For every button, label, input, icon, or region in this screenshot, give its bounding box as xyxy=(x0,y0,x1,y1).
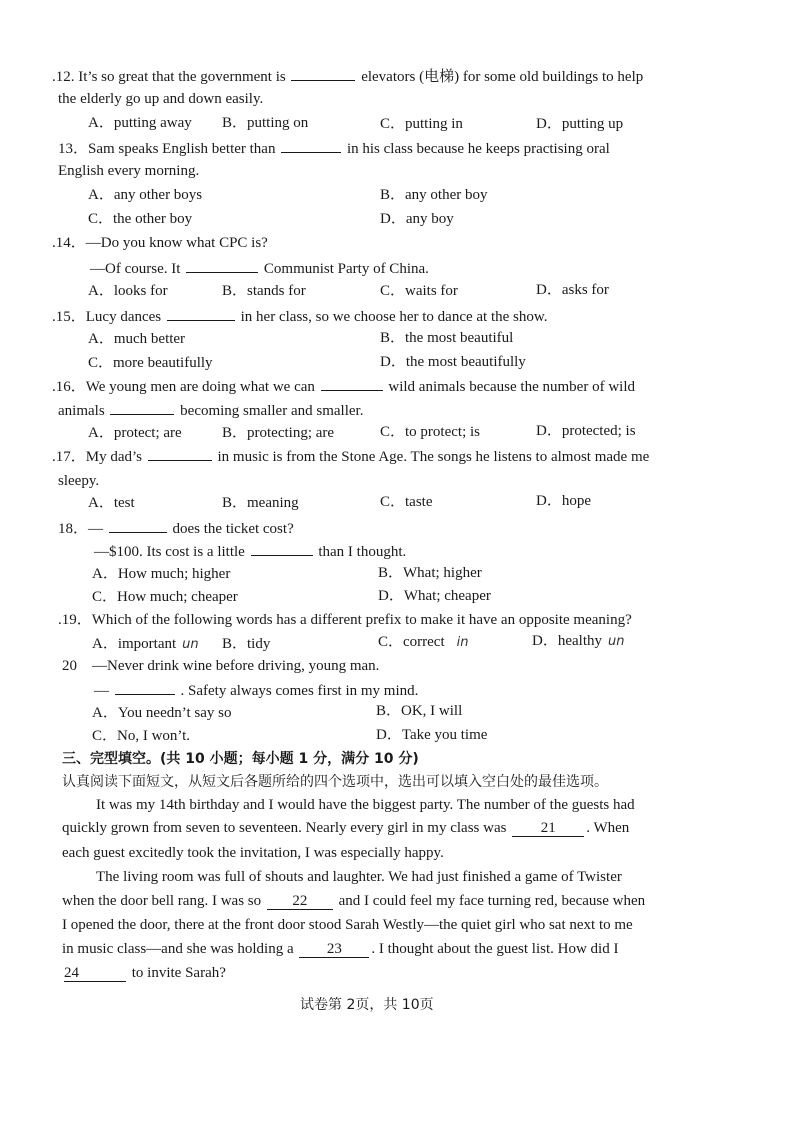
option-c: C．correct in xyxy=(378,634,469,650)
answer-blank xyxy=(148,446,212,461)
handwritten-note: in xyxy=(456,635,469,650)
option-a: A．looks for xyxy=(88,283,168,299)
option-c: C．No, I won’t. xyxy=(92,728,191,744)
section-instruction: 认真阅读下面短文，从短文后各题所给的四个选项中，选出可以填入空白处的最佳选项。 xyxy=(62,774,608,790)
option-a: A．test xyxy=(88,495,135,511)
passage-line: 24 to invite Sarah? xyxy=(64,965,226,981)
answer-blank xyxy=(167,306,235,321)
option-d: D．What; cheaper xyxy=(378,588,491,604)
option-b: B．meaning xyxy=(222,495,299,511)
option-c: C．putting in xyxy=(380,116,463,132)
passage-line: in music class—and she was holding a 23 . I thought about the guest list. How did I xyxy=(62,941,619,957)
option-b: B．stands for xyxy=(222,283,306,299)
question-text: English every morning. xyxy=(58,163,200,179)
answer-blank xyxy=(281,138,341,153)
cloze-blank-24: 24 xyxy=(64,966,126,982)
answer-blank xyxy=(186,258,258,273)
question-text: sleepy. xyxy=(58,473,100,489)
question-13: 13．Sam speaks English better than in his class because he keeps practising oral xyxy=(58,138,610,158)
question-17: .17．My dad’s in music is from the Stone Age. The songs he listens to almost made me xyxy=(52,446,649,466)
option-b: B．the most beautiful xyxy=(380,330,514,346)
option-a: A．putting away xyxy=(88,115,192,131)
option-d: D．hope xyxy=(536,493,591,509)
option-c: C．How much; cheaper xyxy=(92,589,238,605)
option-a: A．much better xyxy=(88,331,186,347)
answer-blank xyxy=(115,680,175,695)
option-b: B．What; higher xyxy=(378,565,482,581)
option-a: A．any other boys xyxy=(88,187,203,203)
answer-blank xyxy=(110,400,174,415)
question-14: .14．—Do you know what CPC is? xyxy=(52,235,268,251)
option-b: B．protecting; are xyxy=(222,425,335,441)
option-a: A．protect; are xyxy=(88,425,182,441)
option-b: B．any other boy xyxy=(380,187,488,203)
answer-blank xyxy=(109,518,167,533)
passage-line: quickly grown from seven to seventeen. Nearly every girl in my class was 21 . When xyxy=(62,820,630,836)
passage-line: I opened the door, there at the front door stood Sarah Westly—the quiet girl who sat next to me xyxy=(62,917,633,933)
option-b: B．putting on xyxy=(222,115,309,131)
passage-line: when the door bell rang. I was so 22 and I could feel my face turning red, because when xyxy=(62,893,646,909)
question-text: — . Safety always comes first in my mind. xyxy=(94,680,418,700)
passage-line: The living room was full of shouts and laughter. We had just finished a game of Twister xyxy=(96,869,622,885)
handwritten-note: un xyxy=(182,637,199,652)
option-d: D．healthy un xyxy=(532,633,625,649)
option-c: C．to protect; is xyxy=(380,424,480,440)
question-text: —$100. Its cost is a little than I thought. xyxy=(94,541,406,561)
option-c: C．more beautifully xyxy=(88,355,213,371)
answer-blank xyxy=(321,376,383,391)
question-12: .12. It’s so great that the government is elevators (电梯) for some old buildings to help xyxy=(52,66,643,86)
option-c: C．taste xyxy=(380,494,433,510)
option-d: D．protected; is xyxy=(536,423,636,439)
cloze-blank-23: 23 xyxy=(299,942,369,958)
answer-blank xyxy=(291,66,355,81)
page-footer: 试卷第 2页，共 10页 xyxy=(300,997,434,1013)
option-d: D．asks for xyxy=(536,282,609,298)
section-heading: 三、完型填空。(共 10 小题；每小题 1 分，满分 10 分) xyxy=(62,751,419,767)
cloze-blank-21: 21 xyxy=(512,821,584,837)
option-a: A．How much; higher xyxy=(92,566,231,582)
passage-line: each guest excitedly took the invitation, I was especially happy. xyxy=(62,845,444,861)
handwritten-note: un xyxy=(607,634,625,649)
question-16: .16．We young men are doing what we can wild animals because the number of wild xyxy=(52,376,635,396)
question-text: the elderly go up and down easily. xyxy=(58,91,264,107)
answer-blank xyxy=(251,541,313,556)
option-a: A．important un xyxy=(92,636,199,652)
option-c: C．waits for xyxy=(380,283,458,299)
option-d: D．the most beautifully xyxy=(380,354,526,370)
question-text: animals becoming smaller and smaller. xyxy=(58,400,363,420)
option-a: A．You needn’t say so xyxy=(92,705,232,721)
option-d: D．Take you time xyxy=(376,727,488,743)
option-b: B．OK, I will xyxy=(376,703,463,719)
question-20: 20 —Never drink wine before driving, young man. xyxy=(62,658,380,674)
question-18: 18．— does the ticket cost? xyxy=(58,518,294,538)
option-d: D．putting up xyxy=(536,116,624,132)
question-15: .15．Lucy dances in her class, so we choose her to dance at the show. xyxy=(52,306,548,326)
question-text: —Of course. It Communist Party of China. xyxy=(90,258,429,278)
cloze-blank-22: 22 xyxy=(267,894,333,910)
question-19: .19．Which of the following words has a different prefix to make it have an opposite meaning? xyxy=(58,612,632,628)
option-c: C．the other boy xyxy=(88,211,193,227)
option-d: D．any boy xyxy=(380,211,454,227)
option-b: B．tidy xyxy=(222,636,271,652)
passage-line: It was my 14th birthday and I would have the biggest party. The number of the guests had xyxy=(96,797,635,813)
